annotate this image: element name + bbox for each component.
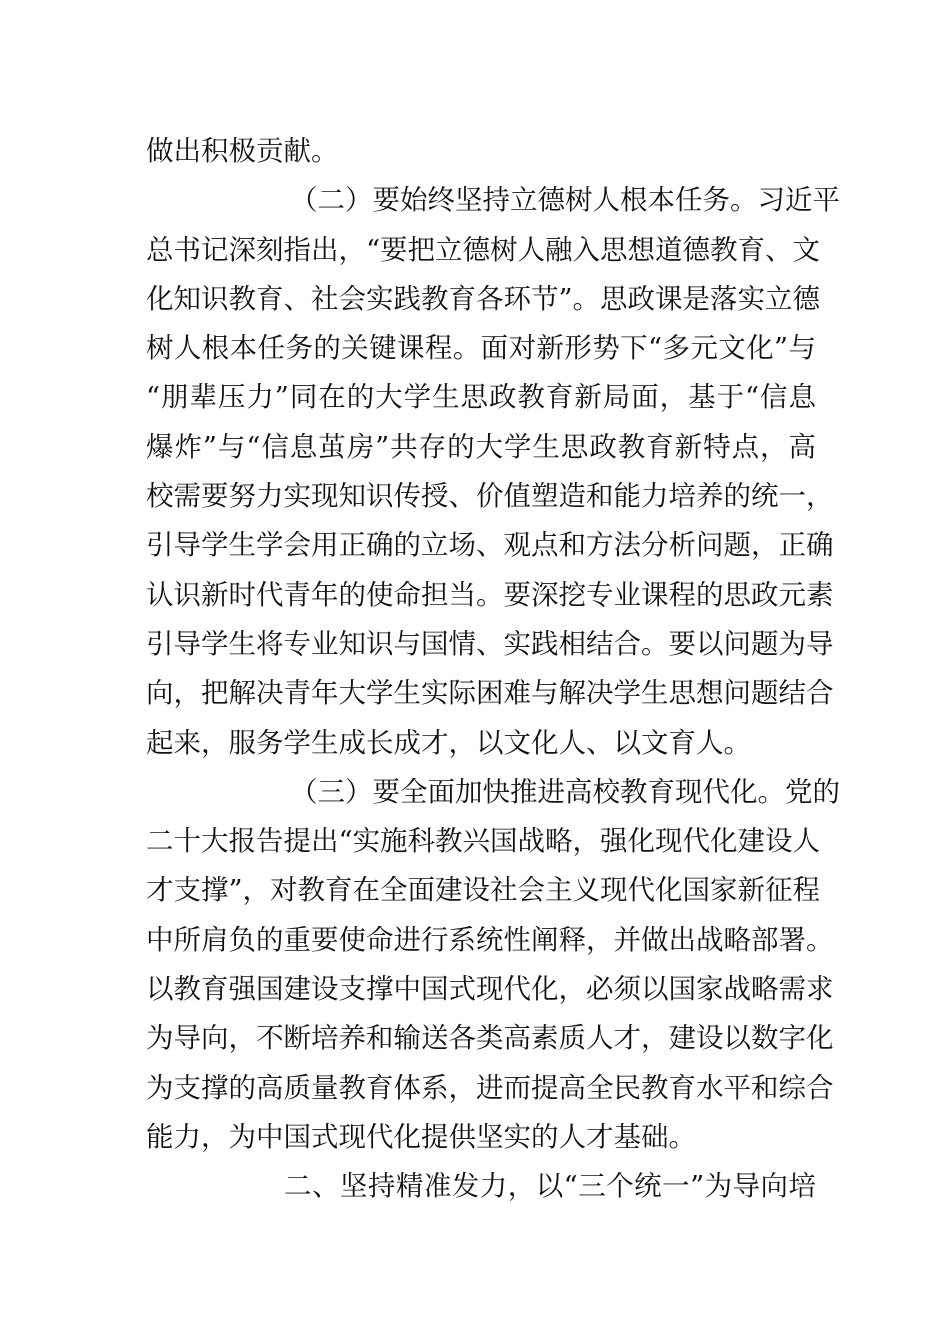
text-line-9: 引导学生学会用正确的立场、观点和方法分析问题，正确 xyxy=(146,529,834,562)
text-line-3: 总书记深刻指出，“要把立德树人融入思想道德教育、文 xyxy=(146,233,821,266)
text-line-6: “朋辈压力”同在的大学生思政教育新局面，基于“信息 xyxy=(146,381,816,414)
text-line-16: 才支撑”，对教育在全面建设社会主义现代化国家新征程 xyxy=(146,874,821,907)
subheading-3-line: （三）要全面加快推进高校教育现代化。党的 xyxy=(290,775,840,808)
text-line-5: 树人根本任务的关键课程。面对新形势下“多元文化”与 xyxy=(146,332,816,365)
text-line-8: 校需要努力实现知识传授、价值塑造和能力培养的统一， xyxy=(146,480,834,513)
text-line-15: 二十大报告提出“实施科教兴国战略，强化现代化建设人 xyxy=(146,825,821,858)
text-line-18: 以教育强国建设支撑中国式现代化，必须以国家战略需求 xyxy=(146,973,834,1006)
text-line-21: 能力，为中国式现代化提供坚实的人才基础。 xyxy=(146,1120,696,1153)
text-line-11: 引导学生将专业知识与国情、实践相结合。要以问题为导 xyxy=(146,627,834,660)
body-text xyxy=(146,127,840,1212)
text-line-12: 向，把解决青年大学生实际困难与解决学生思想问题结合 xyxy=(146,677,834,710)
text-line-7: 爆炸”与“信息茧房”共存的大学生思政教育新特点，高 xyxy=(146,430,816,463)
subheading-2-line: （二）要始终坚持立德树人根本任务。习近平 xyxy=(290,184,840,217)
text-line-17: 中所肩负的重要使命进行系统性阐释，并做出战略部署。 xyxy=(146,923,834,956)
text-line-20: 为支撑的高质量教育体系，进而提高全民教育水平和综合 xyxy=(146,1071,834,1104)
text-line-13: 起来，服务学生成长成才，以文化人、以文育人。 xyxy=(146,726,751,759)
text-line-1: 做出积极贡献。 xyxy=(146,135,339,167)
text-line-4: 化知识教育、社会实践教育各环节”。思政课是落实立德 xyxy=(146,282,821,315)
text-line-19: 为导向，不断培养和输送各类高素质人才，建设以数字化 xyxy=(146,1022,834,1055)
text-line-10: 认识新时代青年的使命担当。要深挖专业课程的思政元素 xyxy=(146,578,834,611)
section-heading-2-line: 二、坚持精准发力，以“三个统一”为导向培 xyxy=(284,1170,816,1203)
